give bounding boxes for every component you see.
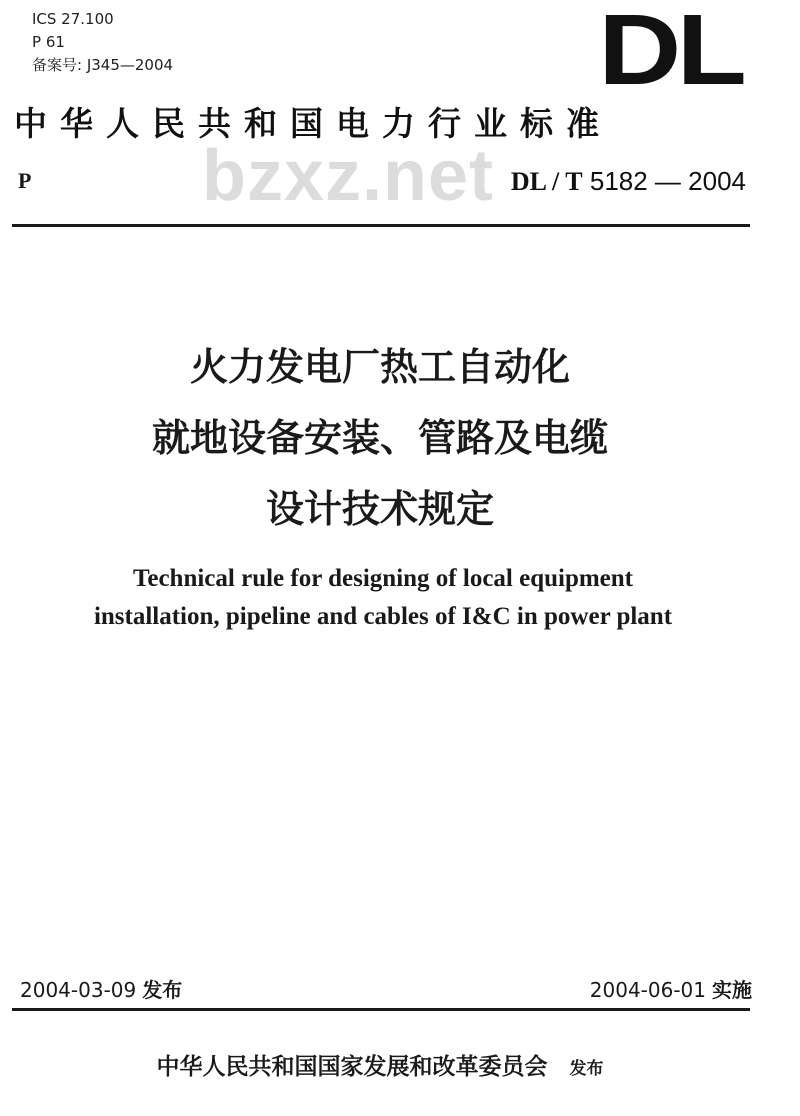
- effective-date-row: [590, 978, 752, 1002]
- effective-label: 实施: [712, 978, 752, 1002]
- ccs-code: P 61: [32, 33, 65, 51]
- effective-date: 2004-06-01: [589, 978, 706, 1002]
- issue-date: 2004-03-09: [20, 978, 137, 1002]
- chinese-title-line-1: 火力发电厂热工自动化: [189, 345, 570, 389]
- english-title: [0, 560, 766, 636]
- ics-code: ICS 27.100: [32, 10, 114, 28]
- standard-number-prefix: DL / T: [510, 167, 583, 196]
- record-number: 备案号: J345—2004: [32, 56, 174, 74]
- chinese-title: [0, 332, 760, 545]
- bottom-divider: [12, 1008, 750, 1011]
- chinese-title-line-3: 设计技术规定: [265, 487, 494, 531]
- issuer-issued-label: 发布: [569, 1059, 604, 1079]
- watermark: bzxz.net: [202, 136, 495, 216]
- classification-letter: P: [18, 168, 32, 193]
- dl-logo: DL: [597, 0, 742, 106]
- english-title-line-2: installation, pipeline and cables of I&C in power plant: [93, 603, 673, 630]
- english-title-line-1: Technical rule for designing of local equipment: [132, 565, 634, 592]
- standard-number: [511, 166, 746, 197]
- top-divider: [12, 224, 750, 227]
- standard-number-value: 5182 — 2004: [589, 166, 746, 196]
- industry-standard-title: 中华人民共和国电力行业标准: [14, 104, 612, 143]
- chinese-title-line-2: 就地设备安装、管路及电缆: [151, 416, 608, 460]
- issue-date-row: [20, 978, 182, 1002]
- issuer-name: 中华人民共和国国家发展和改革委员会: [156, 1054, 548, 1080]
- issuing-authority: [0, 1052, 760, 1084]
- issue-label: 发布: [142, 978, 183, 1002]
